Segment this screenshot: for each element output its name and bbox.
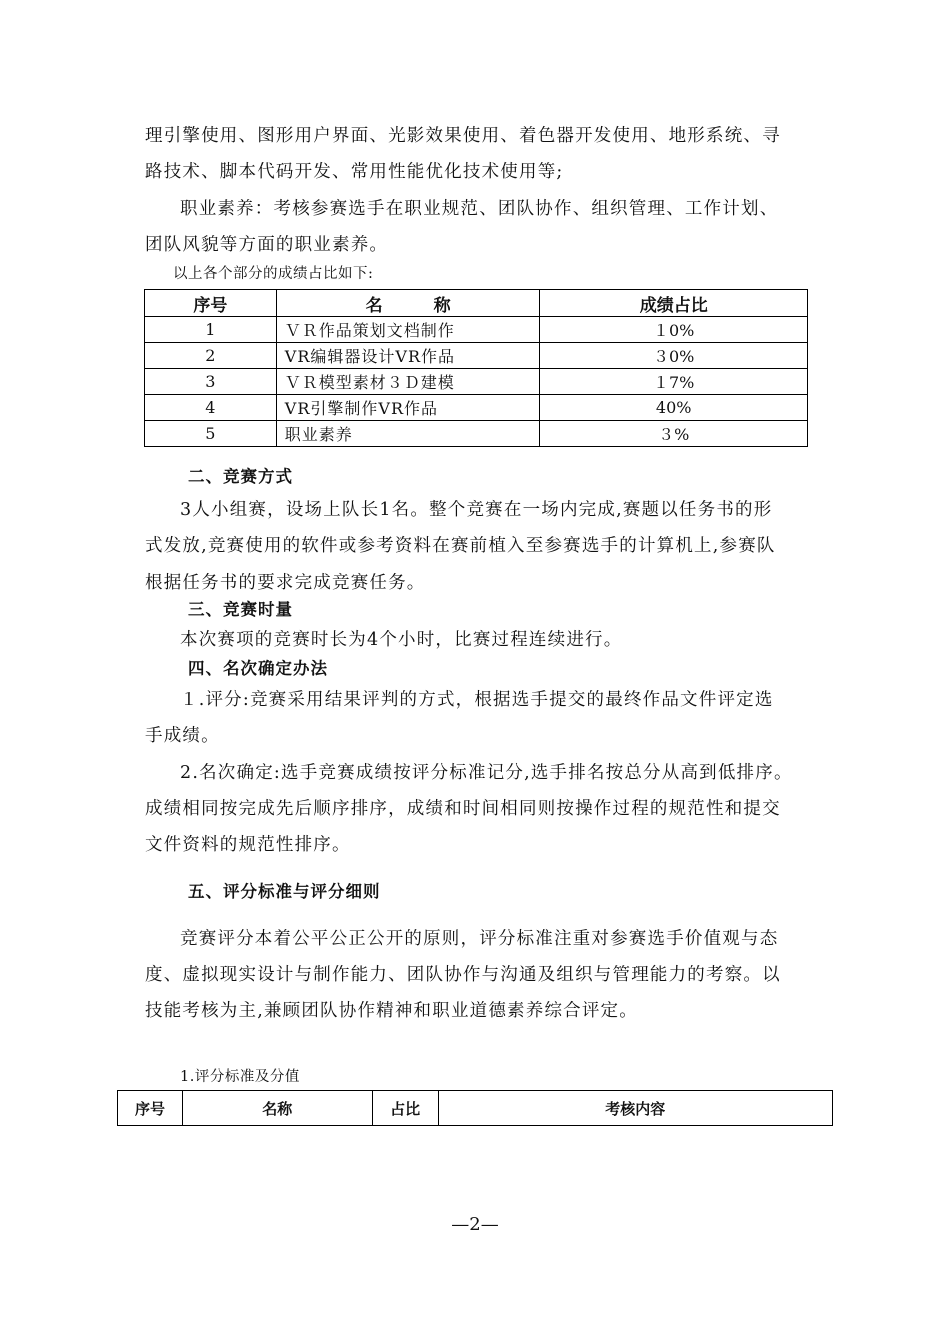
row-ratio: １7% [540, 369, 808, 395]
quality-line-1: 职业素养：考核参赛选手在职业规范、团队协作、组织管理、工作计划、 [180, 199, 779, 219]
criteria-table [117, 1090, 833, 1126]
section-4-line-2: 手成绩。 [145, 726, 220, 746]
intro-line-2: 路技术、脚本代码开发、常用性能优化技术使用等; [145, 162, 564, 182]
row-name: VR引擎制作VR作品 [276, 395, 540, 421]
row-name: ＶＲ作品策划文档制作 [276, 317, 540, 343]
table-header-row [118, 1091, 833, 1126]
score-ratio-table [144, 289, 808, 447]
score-table-caption: 以上各个部分的成绩占比如下: [173, 266, 374, 282]
row-no: 2 [145, 343, 277, 369]
row-no: 5 [145, 421, 277, 447]
row-name: ＶＲ模型素材３Ｄ建模 [276, 369, 540, 395]
row-no: 4 [145, 395, 277, 421]
section-5-line-3: 技能考核为主,兼顾团队协作精神和职业道德素养综合评定。 [145, 1001, 638, 1021]
row-no: 3 [145, 369, 277, 395]
row-ratio: １0% [540, 317, 808, 343]
section-5-heading: 五、评分标准与评分细则 [188, 882, 381, 901]
section-5-line-2: 度、虚拟现实设计与制作能力、团队协作与沟通及组织与管理能力的考察。以 [145, 965, 781, 985]
header-no: 序号 [118, 1091, 183, 1126]
section-4-line-1: １.评分:竞赛采用结果评判的方式，根据选手提交的最终作品文件评定选 [180, 690, 774, 710]
header-no: 序号 [145, 290, 277, 317]
table-header-row [145, 290, 808, 317]
row-ratio: ３0% [540, 343, 808, 369]
table-row [145, 395, 808, 421]
criteria-table-caption: 1.评分标准及分值 [180, 1069, 300, 1085]
quality-line-2: 团队风貌等方面的职业素养。 [145, 235, 389, 255]
row-name: VR编辑器设计VR作品 [276, 343, 540, 369]
section-2-line-1: 3人小组赛，设场上队长1名。整个竞赛在一场内完成,赛题以任务书的形 [180, 500, 773, 520]
row-name: 职业素养 [276, 421, 540, 447]
table-row [145, 317, 808, 343]
section-2-line-3: 根据任务书的要求完成竞赛任务。 [145, 573, 426, 593]
table-row [145, 343, 808, 369]
header-name: 名 称 [276, 290, 540, 317]
section-4-heading: 四、名次确定办法 [188, 659, 328, 678]
section-2-line-2: 式发放,竞赛使用的软件或参考资料在赛前植入至参赛选手的计算机上,参赛队 [145, 536, 776, 556]
row-ratio: 40% [540, 395, 808, 421]
table-row [145, 421, 808, 447]
header-ratio: 成绩占比 [540, 290, 808, 317]
header-ratio: 占比 [372, 1091, 438, 1126]
header-name: 名称 [182, 1091, 372, 1126]
section-3-line-1: 本次赛项的竞赛时长为4个小时，比赛过程连续进行。 [180, 630, 623, 650]
section-3-heading: 三、竞赛时量 [188, 600, 293, 619]
table-row [145, 369, 808, 395]
section-5-line-1: 竞赛评分本着公平公正公开的原则，评分标准注重对参赛选手价值观与态 [180, 929, 779, 949]
section-4-line-4: 成绩相同按完成先后顺序排序，成绩和时间相同则按操作过程的规范性和提交 [145, 799, 781, 819]
section-4-line-5: 文件资料的规范性排序。 [145, 835, 351, 855]
intro-line-1: 理引擎使用、图形用户界面、光影效果使用、着色器开发使用、地形系统、寻 [145, 126, 781, 146]
header-content: 考核内容 [438, 1091, 832, 1126]
row-ratio: ３% [540, 421, 808, 447]
page-number: —2— [451, 1214, 499, 1235]
section-4-line-3: 2.名次确定:选手竞赛成绩按评分标准记分,选手排名按总分从高到低排序。 [180, 763, 793, 783]
section-2-heading: 二、竞赛方式 [188, 467, 293, 486]
row-no: 1 [145, 317, 277, 343]
